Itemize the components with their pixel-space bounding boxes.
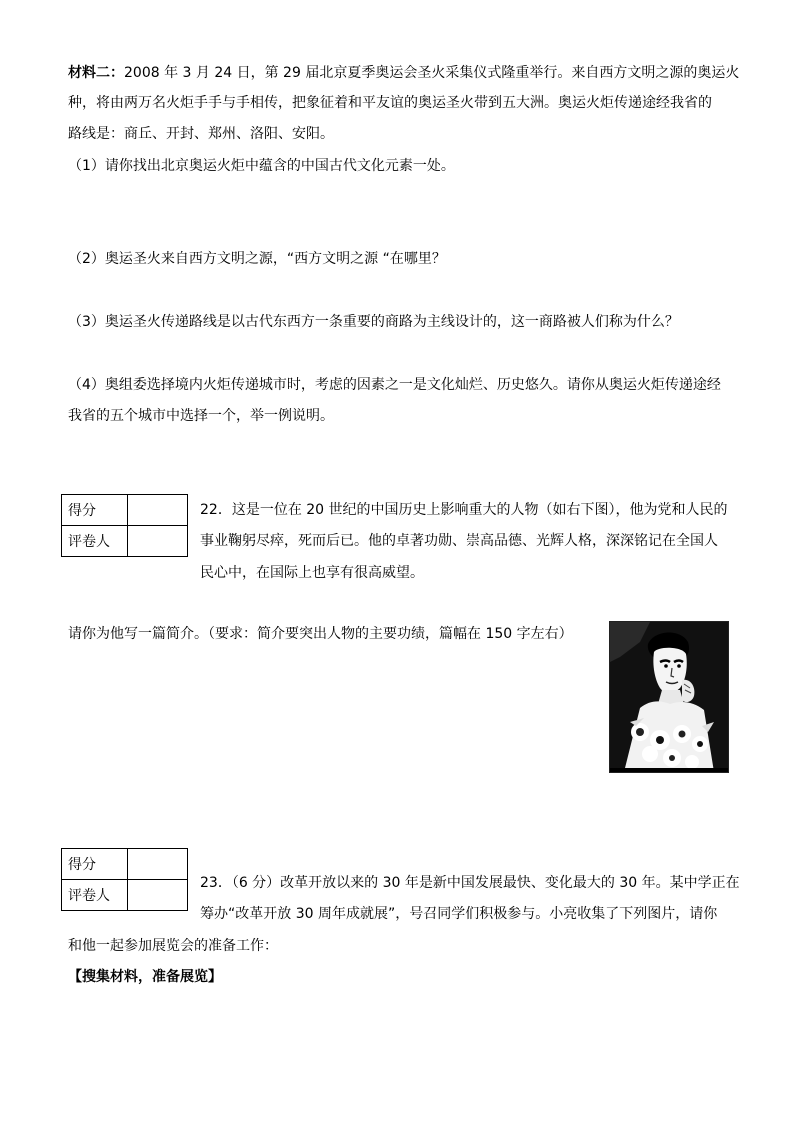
score-table-23 — [61, 848, 188, 911]
material2-heading: 材料二： — [68, 65, 124, 81]
material2-text-line1: 2008 年 3 月 24 日，第 29 届北京夏季奥运会圣火采集仪式隆重举行。来自西方文明之源的奥运火 — [124, 65, 740, 81]
material2-line3: 路线是：商丘、开封、郑州、洛阳、安阳。 — [68, 126, 334, 142]
question-4-line2: 我省的五个城市中选择一个，举一例说明。 — [68, 408, 334, 424]
question-23-line2: 筹办“改革开放 30 周年成就展”，号召同学们积极参与。小亮收集了下列图片，请你 — [200, 906, 718, 922]
portrait-image — [610, 622, 728, 772]
question-23-line3: 和他一起参加展览会的准备工作： — [68, 938, 278, 954]
question-22-line3: 民心中，在国际上也享有很高威望。 — [200, 565, 424, 581]
portrait-photo — [609, 621, 729, 773]
score-label: 得分 — [62, 849, 128, 880]
question-2: （2）奥运圣火来自西方文明之源，“西方文明之源 “在哪里？ — [68, 251, 446, 267]
grader-label: 评卷人 — [62, 526, 128, 557]
grader-cell — [128, 526, 188, 557]
question-1: （1）请你找出北京奥运火炬中蕴含的中国古代文化元素一处。 — [68, 158, 455, 174]
question-23-section: 【搜集材料，准备展览】 — [68, 969, 222, 985]
material2-line2: 种，将由两万名火炬手手与手相传，把象征着和平友谊的奥运圣火带到五大洲。奥运火炬传递途经我省的 — [68, 95, 712, 111]
score-cell — [128, 849, 188, 880]
question-22-task: 请你为他写一篇简介。（要求：简介要突出人物的主要功绩，篇幅在 150 字左右） — [68, 626, 573, 642]
question-23-line1: 23．（6 分）改革开放以来的 30 年是新中国发展最快、变化最大的 30 年。某中学正在 — [200, 875, 740, 891]
score-label: 得分 — [62, 495, 128, 526]
score-cell — [128, 495, 188, 526]
question-22-line1: 22．这是一位在 20 世纪的中国历史上影响重大的人物（如右下图），他为党和人民的 — [200, 502, 728, 518]
grader-cell — [128, 880, 188, 911]
question-22-line2: 事业鞠躬尽瘁，死而后已。他的卓著功勋、崇高品德、光辉人格，深深铭记在全国人 — [200, 533, 718, 549]
score-table-22 — [61, 494, 188, 557]
material2-line1 — [68, 63, 739, 83]
grader-label: 评卷人 — [62, 880, 128, 911]
question-4-line1: （4）奥组委选择境内火炬传递城市时，考虑的因素之一是文化灿烂、历史悠久。请你从奥运火炬传递途经 — [68, 377, 721, 393]
question-3: （3）奥运圣火传递路线是以古代东西方一条重要的商路为主线设计的，这一商路被人们称为什么？ — [68, 314, 679, 330]
